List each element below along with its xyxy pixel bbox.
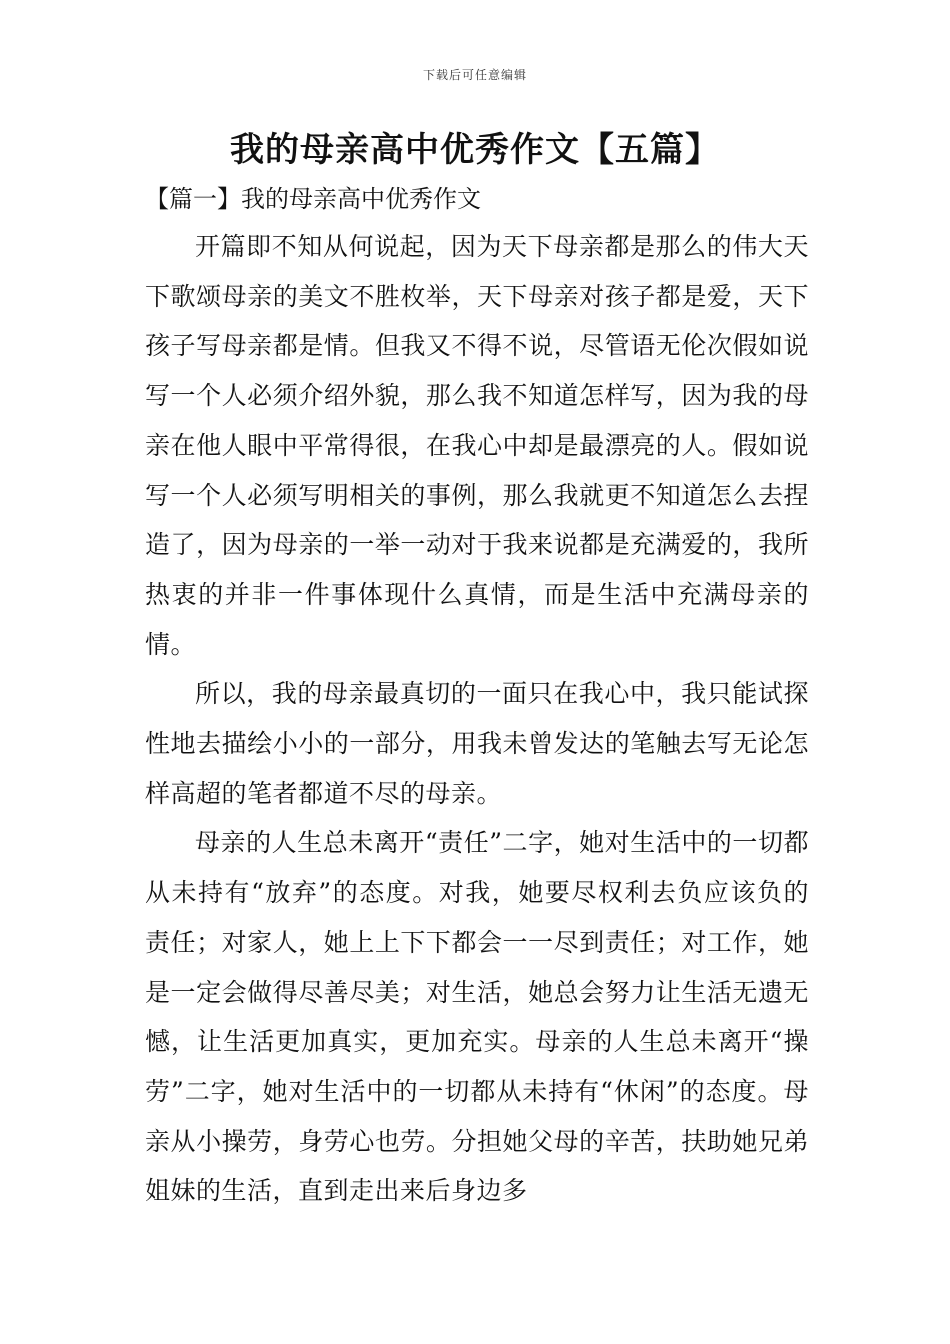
header-note: 下载后可任意编辑 [422,68,527,82]
section-heading: 【篇一】我的母亲高中优秀作文 [145,185,481,213]
paragraph-2: 所以，我的母亲最真切的一面只在我心中，我只能试探性地去描绘小小的一部分，用我未曾发达的笔触去写无论怎样高超的笔者都道不尽的母亲。 [145,679,809,808]
essay-body [145,222,809,1216]
paragraph-1: 开篇即不知从何说起，因为天下母亲都是那么的伟大天下歌颂母亲的美文不胜枚举，天下母亲对孩子都是爱，天下孩子写母亲都是情。但我又不得不说，尽管语无伦次假如说写一个人必须介绍外貌，那么我不知道怎样写，因为我的母亲在他人眼中平常得很，在我心中却是最漂亮的人。假如说写一个人必须写明相关的事例，那么我就更不知道怎么去捏造了，因为母亲的一举一动对于我来说都是充满爱的，我所热衷的并非一件事体现什么真情，而是生活中充满母亲的情。 [145,232,809,659]
paragraph-3: 母亲的人生总未离开“责任”二字，她对生活中的一切都从未持有“放弃”的态度。对我，她要尽权利去负应该负的责任；对家人，她上上下下都会一一尽到责任；对工作，她是一定会做得尽善尽美；对生活，她总会努力让生活无遗无憾，让生活更加真实，更加充实。母亲的人生总未离开“操劳”二字，她对生活中的一切都从未持有“休闲”的态度。母亲从小操劳，身劳心也劳。分担她父母的辛苦，扶助她兄弟姐妹的生活，直到走出来后身边多 [145,828,809,1206]
document-title: 我的母亲高中优秀作文【五篇】 [230,130,720,170]
